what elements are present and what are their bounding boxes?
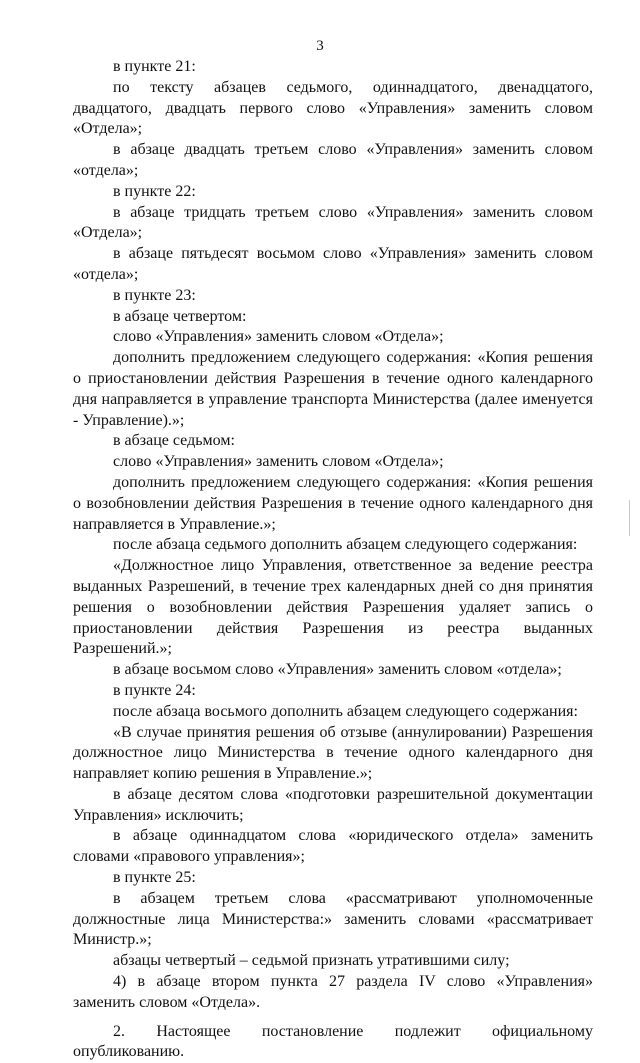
paragraph: 4) в абзаце втором пункта 27 раздела IV слово «Управления» заменить словом «Отдела». — [73, 973, 593, 1011]
paragraph: слово «Управления» заменить словом «Отдела»; — [113, 453, 444, 471]
page-number: 3 — [316, 38, 324, 54]
paragraph: после абзаца седьмого дополнить абзацем следующего содержания: — [113, 536, 578, 554]
paragraph: 2. Настоящее постановление подлежит официальному опубликованию. — [73, 1022, 593, 1061]
paragraph: дополнить предложением следующего содержания: «Копия решения о возобновлении действия Разрешения в течение одного календарного дня направляется в Управление.»; — [73, 473, 593, 533]
paragraph: в абзаце пятьдесят восьмом слово «Управления» заменить словом «отдела»; — [73, 245, 593, 283]
paragraph: «В случае принятия решения об отзыве (аннулировании) Разрешения должностное лицо Министерства в течение одного календарного дня направляет копию решения в Управление.»; — [73, 723, 593, 783]
document-body — [73, 57, 593, 1063]
paragraph: по тексту абзацев седьмого, одиннадцатого, двенадцатого, двадцатого, двадцать первого слово «Управления» заменить словом «Отдела»; — [73, 78, 593, 138]
paragraph: в абзацем третьем слова «рассматривают уполномоченные должностные лица Министерства:» заменить словами «рассматривает Министр.»; — [73, 889, 593, 949]
paragraph: в абзаце тридцать третьем слово «Управления» заменить словом «Отдела»; — [73, 203, 593, 242]
paragraph: в абзаце восьмом слово «Управления» заменить словом «отдела»; — [113, 661, 562, 679]
paragraph: в абзаце седьмом: — [113, 432, 235, 450]
paragraph: в пункте 23: — [113, 286, 196, 304]
paragraph: в абзаце четвертом: — [113, 307, 247, 325]
paragraph: в пункте 25: — [113, 869, 196, 887]
paragraph: абзацы четвертый – седьмой признать утратившими силу; — [113, 952, 510, 970]
paragraph: в абзаце десятом слова «подготовки разрешительной документации Управления» исключить; — [73, 785, 593, 824]
margin-mark — [629, 500, 630, 536]
paragraph: в пункте 24: — [113, 681, 196, 699]
paragraph: слово «Управления» заменить словом «Отдела»; — [113, 328, 444, 346]
paragraph: после абзаца восьмого дополнить абзацем следующего содержания: — [113, 702, 578, 720]
paragraph: в пункте 21: — [113, 58, 196, 75]
paragraph: дополнить предложением следующего содержания: «Копия решения о приостановлении действия Разрешения в течение одного календарного дня направляется в управление транспорта Министерства (далее именуется - Управление).»; — [73, 349, 593, 429]
paragraph: в абзаце одиннадцатом слова «юридического отдела» заменить словами «правового управления»; — [73, 827, 593, 866]
paragraph: в абзаце двадцать третьем слово «Управления» заменить словом «отдела»; — [73, 141, 593, 179]
paragraph: в пункте 22: — [113, 182, 196, 200]
paragraph: «Должностное лицо Управления, ответственное за ведение реестра выданных Разрешений, в течение трех календарных дней со дня принятия решения о возобновлении действия Разрешения удаляет запись о приостановлении действия Разрешения из реестра выданных Разрешений.»; — [73, 557, 593, 658]
